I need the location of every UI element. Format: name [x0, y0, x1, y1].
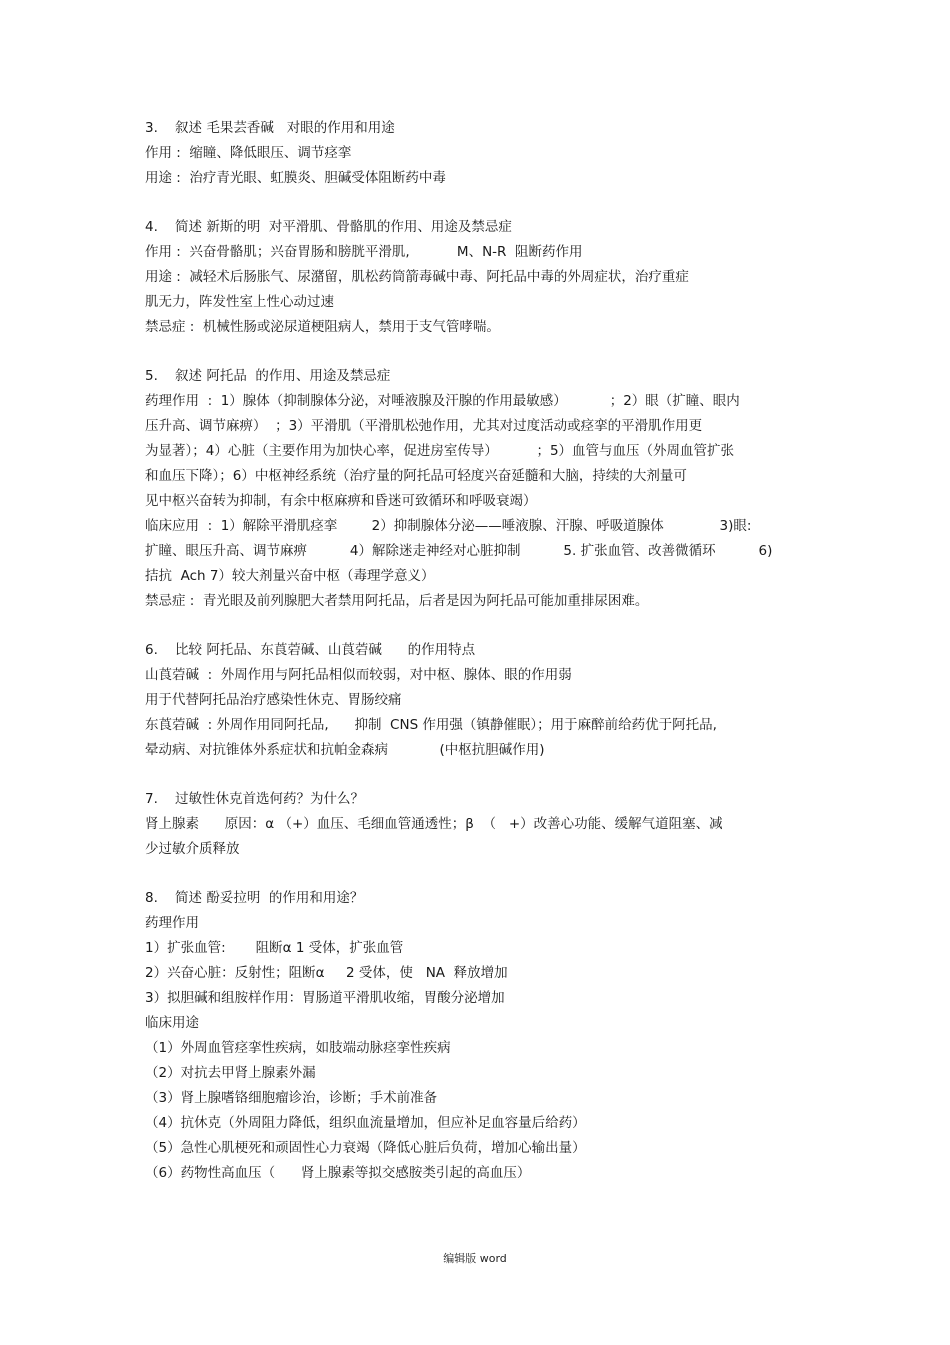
- text-line: 为显著）；4）心脏（主要作用为加快心率，促进房室传导） ；5）血管与血压（外周血管扩张: [145, 443, 735, 459]
- text-line: 禁忌症 : 青光眼及前列腺肥大者禁用阿托品，后者是因为阿托品可能加重排尿困难。: [145, 593, 649, 609]
- text-line: （4）抗休克（外周阻力降低，组织血流量增加，但应补足血容量后给药）: [145, 1115, 586, 1131]
- text-line: 见中枢兴奋转为抑制，有余中枢麻痹和昏迷可致循环和呼吸衰竭）: [145, 493, 537, 509]
- text-line: 肾上腺素 原因：α （+）血压、毛细血管通透性；β （ +）改善心功能、缓解气道阻塞、减: [145, 816, 723, 832]
- section-gap: [145, 191, 815, 215]
- text-line: 用途 : 治疗青光眼、虹膜炎、胆碱受体阻断药中毒: [145, 170, 446, 186]
- text-line: 少过敏介质释放: [145, 841, 240, 857]
- section-gap: [145, 763, 815, 787]
- text-line: 临床用途: [145, 1015, 199, 1031]
- text-line: 扩瞳、眼压升高、调节麻痹 4）解除迷走神经对心脏抑制 5. 扩张血管、改善微循环 6): [145, 543, 773, 559]
- text-line: 药理作用: [145, 915, 199, 931]
- section-q4: [145, 215, 815, 340]
- section-q6: [145, 638, 815, 763]
- text-line: 东莨菪碱 : 外周作用同阿托品, 抑制 CNS 作用强（镇静催眠）；用于麻醉前给药优于阿托品,: [145, 717, 717, 733]
- text-line: 肌无力，阵发性室上性心动过速: [145, 294, 334, 310]
- page-footer: 编辑版 word: [443, 1252, 507, 1265]
- section-q8: [145, 886, 815, 1186]
- section-q5: [145, 364, 815, 614]
- text-line: 3）拟胆碱和组胺样作用：胃肠道平滑肌收缩，胃酸分泌增加: [145, 990, 505, 1006]
- text-line: （5）急性心肌梗死和顽固性心力衰竭（降低心脏后负荷，增加心输出量）: [145, 1140, 586, 1156]
- text-line: 禁忌症 : 机械性肠或泌尿道梗阻病人，禁用于支气管哮喘。: [145, 319, 500, 335]
- section-heading: 6. 比较 阿托品、东莨菪碱、山莨菪碱 的作用特点: [145, 642, 476, 658]
- document-body: [145, 116, 815, 1186]
- text-line: 用途 : 减轻术后肠胀气、尿潴留，肌松药筒箭毒碱中毒、阿托品中毒的外周症状，治疗重症: [145, 269, 689, 285]
- text-line: 临床应用 : 1）解除平滑肌痉挛 2）抑制腺体分泌——唾液腺、汗腺、呼吸道腺体 3)眼:: [145, 518, 752, 534]
- section-gap: [145, 614, 815, 638]
- section-q7: [145, 787, 815, 862]
- section-heading: 7. 过敏性休克首选何药？为什么？: [145, 791, 365, 807]
- section-gap: [145, 862, 815, 886]
- text-line: 晕动病、对抗锥体外系症状和抗帕金森病 (中枢抗胆碱作用): [145, 742, 545, 758]
- text-line: 药理作用 : 1）腺体（抑制腺体分泌，对唾液腺及汗腺的作用最敏感） ；2）眼（扩瞳、眼内: [145, 393, 740, 409]
- text-line: （3）肾上腺嗜铬细胞瘤诊治，诊断；手术前准备: [145, 1090, 438, 1106]
- section-heading: 8. 简述 酚妥拉明 的作用和用途？: [145, 890, 364, 906]
- text-line: 拮抗 Ach 7）较大剂量兴奋中枢（毒理学意义）: [145, 568, 435, 584]
- text-line: （2）对抗去甲肾上腺素外漏: [145, 1065, 316, 1081]
- section-heading: 5. 叙述 阿托品 的作用、用途及禁忌症: [145, 368, 391, 384]
- section-heading: 4. 简述 新斯的明 对平滑肌、骨骼肌的作用、用途及禁忌症: [145, 219, 512, 235]
- text-line: 压升高、调节麻痹） ；3）平滑肌（平滑肌松弛作用，尤其对过度活动或痉挛的平滑肌作用更: [145, 418, 703, 434]
- text-line: （1）外周血管痉挛性疾病，如肢端动脉痉挛性疾病: [145, 1040, 451, 1056]
- text-line: 1）扩张血管: 阻断α 1 受体，扩张血管: [145, 940, 404, 956]
- text-line: 用于代替阿托品治疗感染性休克、胃肠绞痛: [145, 692, 402, 708]
- section-gap: [145, 340, 815, 364]
- text-line: 和血压下降）；6）中枢神经系统（治疗量的阿托品可轻度兴奋延髓和大脑，持续的大剂量可: [145, 468, 687, 484]
- text-line: 作用 : 缩瞳、降低眼压、调节痉挛: [145, 145, 352, 161]
- text-line: （6）药物性高血压（ 肾上腺素等拟交感胺类引起的高血压）: [145, 1165, 531, 1181]
- section-q3: [145, 116, 815, 191]
- text-line: 作用 : 兴奋骨骼肌；兴奋胃肠和膀胱平滑肌, M、N-R 阻断药作用: [145, 244, 583, 260]
- text-line: 2）兴奋心脏：反射性；阻断α 2 受体，使 NA 释放增加: [145, 965, 508, 981]
- section-heading: 3. 叙述 毛果芸香碱 对眼的作用和用途: [145, 120, 395, 136]
- text-line: 山莨菪碱 : 外周作用与阿托品相似而较弱，对中枢、腺体、眼的作用弱: [145, 667, 572, 683]
